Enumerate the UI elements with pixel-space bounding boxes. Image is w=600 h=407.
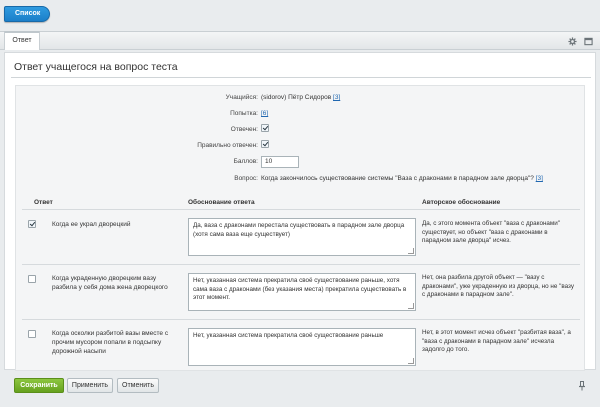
row-author-text: Нет, она разбила другой объект — "вазу с драконами", уже украденную из дворца, но не "вазу с драконами в парадном зале". [422, 274, 574, 298]
answer-form [15, 85, 585, 371]
tab-bar [0, 31, 600, 50]
header-justification: Обоснование ответа [188, 199, 255, 206]
correct-label: Правильно отвечен: [197, 142, 258, 149]
answered-field [261, 124, 269, 132]
table-row [22, 214, 580, 266]
row-answer-text: Когда осколки разбитой вазы вместе с прочим мусором попали в подсыпку дорожной насыпи [52, 330, 169, 355]
answered-label: Отвечен: [230, 126, 258, 133]
row-checkbox[interactable] [28, 275, 36, 283]
row-justification-textarea[interactable]: Да, ваза с драконами перестала существовать в парадном зале дворца (хотя сама ваза еще существует) [188, 218, 416, 256]
question-link[interactable]: [3] [535, 175, 543, 182]
tab-answer[interactable]: Ответ [4, 31, 40, 50]
question-value [261, 175, 543, 182]
save-button[interactable]: Сохранить [14, 378, 64, 393]
cancel-button[interactable]: Отменить [117, 378, 159, 393]
row-divider [22, 264, 580, 265]
row-justification-textarea[interactable]: Нет, указанная система прекратила своё существование раньше [188, 328, 416, 366]
table-row [22, 269, 580, 321]
question-text: Когда закончилось существование системы "Ваза с драконами в парадном зале дворца"? [261, 175, 534, 182]
footer-bar [0, 372, 600, 407]
correct-checkbox[interactable] [261, 140, 269, 148]
title-divider [11, 77, 591, 78]
back-to-list-button[interactable]: Список [4, 6, 50, 22]
score-input[interactable]: 10 [261, 156, 299, 168]
row-answer-text: Когда ее украл дворецкий [52, 221, 131, 228]
attempt-label: Попытка: [230, 110, 258, 117]
attempt-link[interactable]: [6] [261, 110, 269, 117]
main-panel [4, 52, 596, 370]
table-row [22, 324, 580, 372]
gear-icon[interactable] [568, 37, 577, 46]
row-checkbox[interactable] [28, 220, 36, 228]
header-divider [22, 209, 580, 210]
header-author: Авторское обоснование [422, 199, 501, 206]
student-value [261, 94, 340, 101]
pin-icon[interactable] [577, 381, 586, 391]
correct-field [261, 140, 269, 148]
row-divider [22, 319, 580, 320]
answered-checkbox[interactable] [261, 124, 269, 132]
score-label: Баллов: [233, 158, 258, 165]
row-author-text: Да, с этого момента объект "ваза с драконами" существует, но объект "ваза с драконами в парадном зале дворца" исчез. [422, 220, 561, 244]
top-bar [0, 0, 600, 30]
row-author-text: Нет, в этот момент исчез объект "разбитая ваза", а "ваза с драконами в парадном зале" исчезла задолго до того. [422, 329, 571, 353]
student-link[interactable]: [3] [333, 94, 341, 101]
student-label: Учащийся: [225, 94, 258, 101]
question-label: Вопрос: [234, 175, 258, 182]
student-name: (sidorov) Пётр Сидоров [261, 94, 332, 101]
header-answer: Ответ [34, 199, 53, 206]
row-checkbox[interactable] [28, 330, 36, 338]
row-answer-text: Когда украденную дворецким вазу разбила у себя дома жена дворецкого [52, 275, 168, 291]
row-justification-textarea[interactable]: Нет, указанная система прекратила своё существование раньше, хотя сама ваза с драконами (без указания места) прекратила существовать в этот момент. [188, 273, 416, 311]
window-icon[interactable] [584, 37, 593, 46]
page-title: Ответ учащегося на вопрос теста [14, 61, 178, 73]
apply-button[interactable]: Применить [67, 378, 113, 393]
attempt-value [261, 110, 268, 117]
